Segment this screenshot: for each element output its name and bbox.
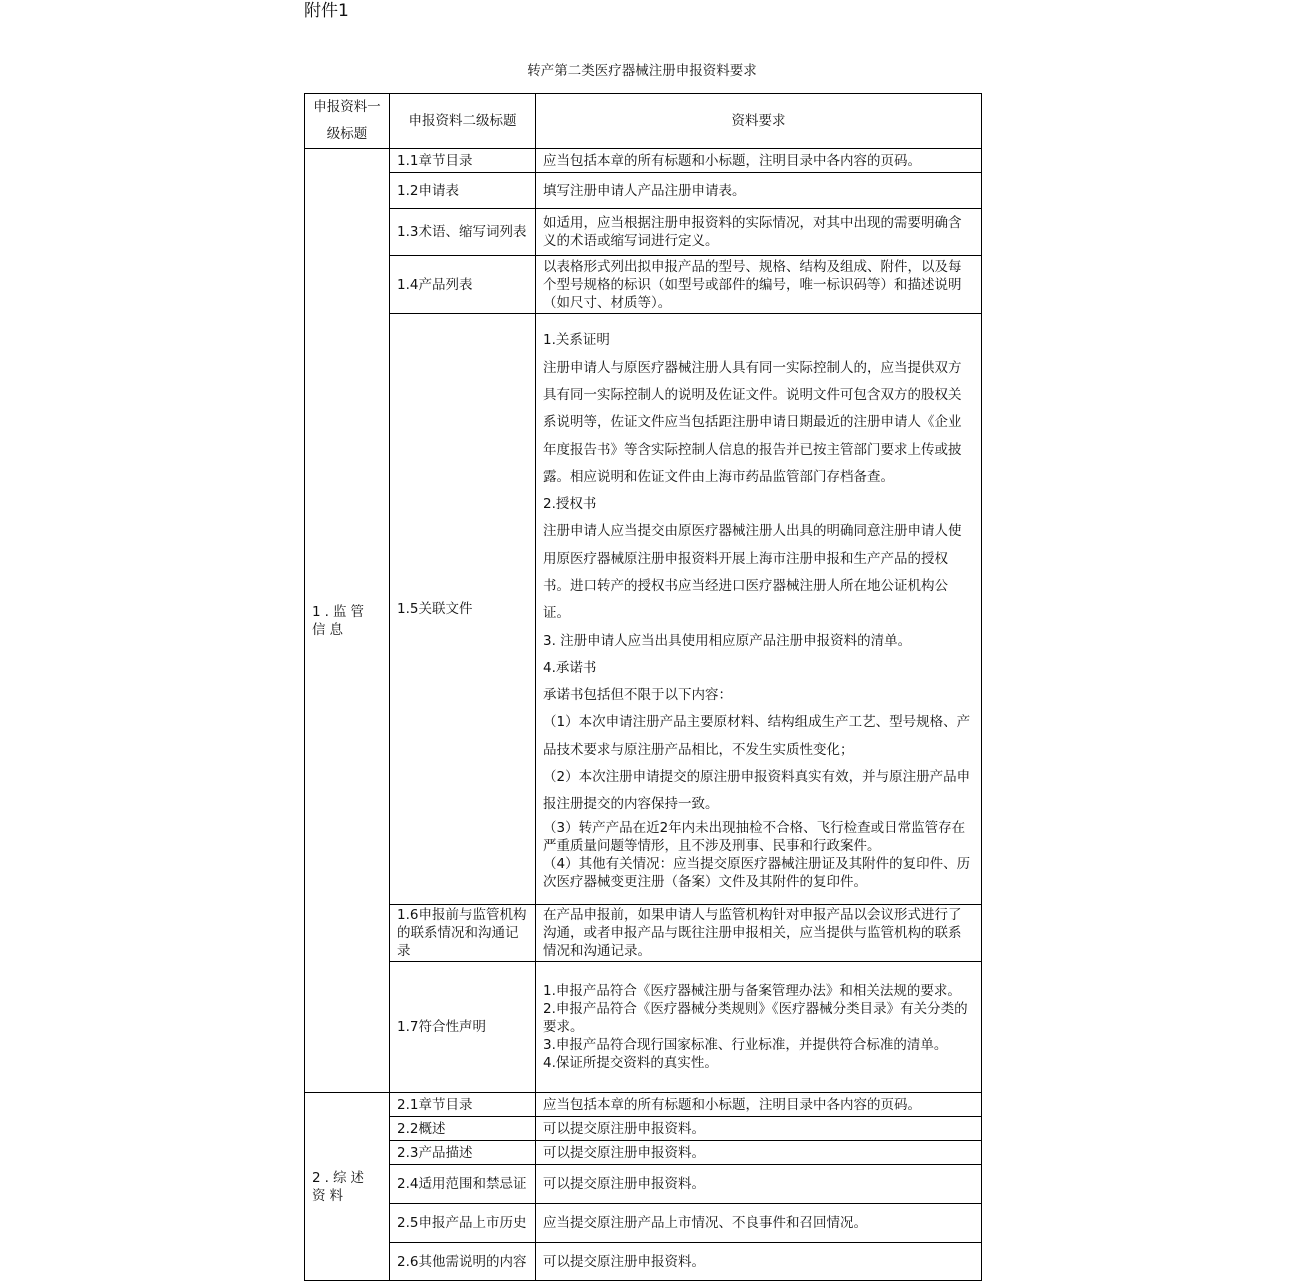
subsection-title: 2.4适用范围和禁忌证 — [390, 1165, 536, 1204]
table-row — [305, 1165, 982, 1204]
table-row — [305, 314, 982, 905]
requirement-text: （1）本次申请注册产品主要原材料、结构组成生产工艺、型号规格、产品技术要求与原注册产品相比，不发生实质性变化； — [543, 714, 971, 758]
requirement-text: 可以提交原注册申报资料。 — [543, 1144, 705, 1161]
table-row — [305, 1243, 982, 1281]
requirement-text: 以表格形式列出拟申报产品的型号、规格、结构及组成、附件，以及每个型号规格的标识（如型号或部件的编号，唯一标识码等）和描述说明（如尺寸、材质等）。 — [543, 258, 962, 311]
subsection-title: 1.3术语、缩写词列表 — [390, 209, 536, 256]
requirement-text: 1.关系证明 — [543, 332, 610, 349]
requirement-cell — [536, 173, 982, 209]
table-row — [305, 1204, 982, 1243]
requirement-text: 1.申报产品符合《医疗器械注册与备案管理办法》和相关法规的要求。 — [543, 983, 961, 999]
subsection-title: 1.5关联文件 — [390, 314, 536, 905]
subsection-title: 1.4产品列表 — [390, 256, 536, 314]
subsection-title: 2.5申报产品上市历史 — [390, 1204, 536, 1243]
requirement-text: 承诺书包括但不限于以下内容： — [543, 687, 732, 704]
requirement-text: 如适用，应当根据注册申报资料的实际情况，对其中出现的需要明确含义的术语或缩写词进行定义。 — [543, 215, 962, 249]
requirement-cell — [536, 314, 982, 905]
requirement-text: （2）本次注册申请提交的原注册申报资料真实有效，并与原注册产品申报注册提交的内容保持一致。 — [543, 769, 971, 813]
requirement-cell — [536, 1141, 982, 1165]
table-row — [305, 1117, 982, 1141]
subsection-title: 2.6其他需说明的内容 — [390, 1243, 536, 1281]
requirement-text: 应当包括本章的所有标题和小标题，注明目录中各内容的页码。 — [543, 152, 921, 169]
requirement-text: 可以提交原注册申报资料。 — [543, 1120, 705, 1137]
requirement-cell — [536, 1093, 982, 1117]
requirement-text: 填写注册申请人产品注册申请表。 — [543, 182, 746, 199]
document-title: 转产第二类医疗器械注册申报资料要求 — [527, 63, 757, 79]
subsection-title: 1.6申报前与监管机构的联系情况和沟通记录 — [390, 905, 536, 962]
header-level1: 申报资料一级标题 — [305, 94, 390, 149]
header-requirement: 资料要求 — [536, 94, 982, 149]
attachment-label: 附件1 — [304, 1, 349, 21]
requirement-cell — [536, 962, 982, 1093]
subsection-title: 1.7符合性声明 — [390, 962, 536, 1093]
requirement-text: 注册申请人应当提交由原医疗器械注册人出具的明确同意注册申请人使用原医疗器械原注册申报资料开展上海市注册申报和生产产品的授权书。进口转产的授权书应当经进口医疗器械注册人所在地公证机构公证。 — [543, 523, 962, 622]
requirement-cell — [536, 905, 982, 962]
requirement-text: 应当提交原注册产品上市情况、不良事件和召回情况。 — [543, 1215, 867, 1231]
subsection-title: 2.3产品描述 — [390, 1141, 536, 1165]
requirement-text: 可以提交原注册申报资料。 — [543, 1176, 705, 1192]
table-row — [305, 1093, 982, 1117]
section-title: 1.监管信息 — [305, 149, 390, 1093]
header-level2: 申报资料二级标题 — [390, 94, 536, 149]
requirement-text: 3.申报产品符合现行国家标准、行业标准，并提供符合标准的清单。 — [543, 1037, 948, 1053]
subsection-title: 1.2申请表 — [390, 173, 536, 209]
table-row — [305, 209, 982, 256]
header-row — [305, 94, 982, 149]
requirement-cell — [536, 1204, 982, 1243]
requirement-text: 2.授权书 — [543, 496, 597, 513]
requirement-cell — [536, 1243, 982, 1281]
requirement-text: 注册申请人与原医疗器械注册人具有同一实际控制人的，应当提供双方具有同一实际控制人的说明及佐证文件。说明文件可包含双方的股权关系说明等，佐证文件应当包括距注册申请日期最近的注册申请人《企业年度报告书》等含实际控制人信息的报告并已按主管部门要求上传或披露。相应说明和佐证文件由上海市药品监管部门存档备查。 — [543, 359, 962, 485]
requirement-cell — [536, 209, 982, 256]
requirement-text: 在产品申报前，如果申请人与监管机构针对申报产品以会议形式进行了沟通，或者申报产品与既往注册申报相关，应当提供与监管机构的联系情况和沟通记录。 — [543, 907, 962, 959]
requirement-text: 4.承诺书 — [543, 659, 597, 676]
table-row — [305, 173, 982, 209]
requirement-text: 2.申报产品符合《医疗器械分类规则》《医疗器械分类目录》有关分类的要求。 — [543, 1001, 968, 1035]
table-row — [305, 962, 982, 1093]
requirement-text: （3）转产产品在近2年内未出现抽检不合格、飞行检查或日常监管存在严重质量问题等情形，且不涉及刑事、民事和行政案件。 — [543, 819, 966, 854]
subsection-title: 1.1章节目录 — [390, 149, 536, 173]
table-row — [305, 1141, 982, 1165]
table-row — [305, 256, 982, 314]
requirement-text: 可以提交原注册申报资料。 — [543, 1253, 705, 1270]
requirement-text: 应当包括本章的所有标题和小标题，注明目录中各内容的页码。 — [543, 1096, 921, 1113]
subsection-title: 2.2概述 — [390, 1117, 536, 1141]
table-row — [305, 905, 982, 962]
requirement-cell — [536, 149, 982, 173]
subsection-title: 2.1章节目录 — [390, 1093, 536, 1117]
requirement-cell — [536, 1165, 982, 1204]
requirement-text: （4）其他有关情况：应当提交原医疗器械注册证及其附件的复印件、历次医疗器械变更注册（备案）文件及其附件的复印件。 — [543, 855, 971, 890]
table-row — [305, 149, 982, 173]
requirement-cell — [536, 1117, 982, 1141]
section-title: 2.综述资料 — [305, 1093, 390, 1281]
requirement-text: 4.保证所提交资料的真实性。 — [543, 1055, 718, 1071]
requirement-cell — [536, 256, 982, 314]
requirements-table — [304, 93, 982, 1281]
requirement-text: 3. 注册申请人应当出具使用相应原产品注册申报资料的清单。 — [543, 632, 912, 649]
